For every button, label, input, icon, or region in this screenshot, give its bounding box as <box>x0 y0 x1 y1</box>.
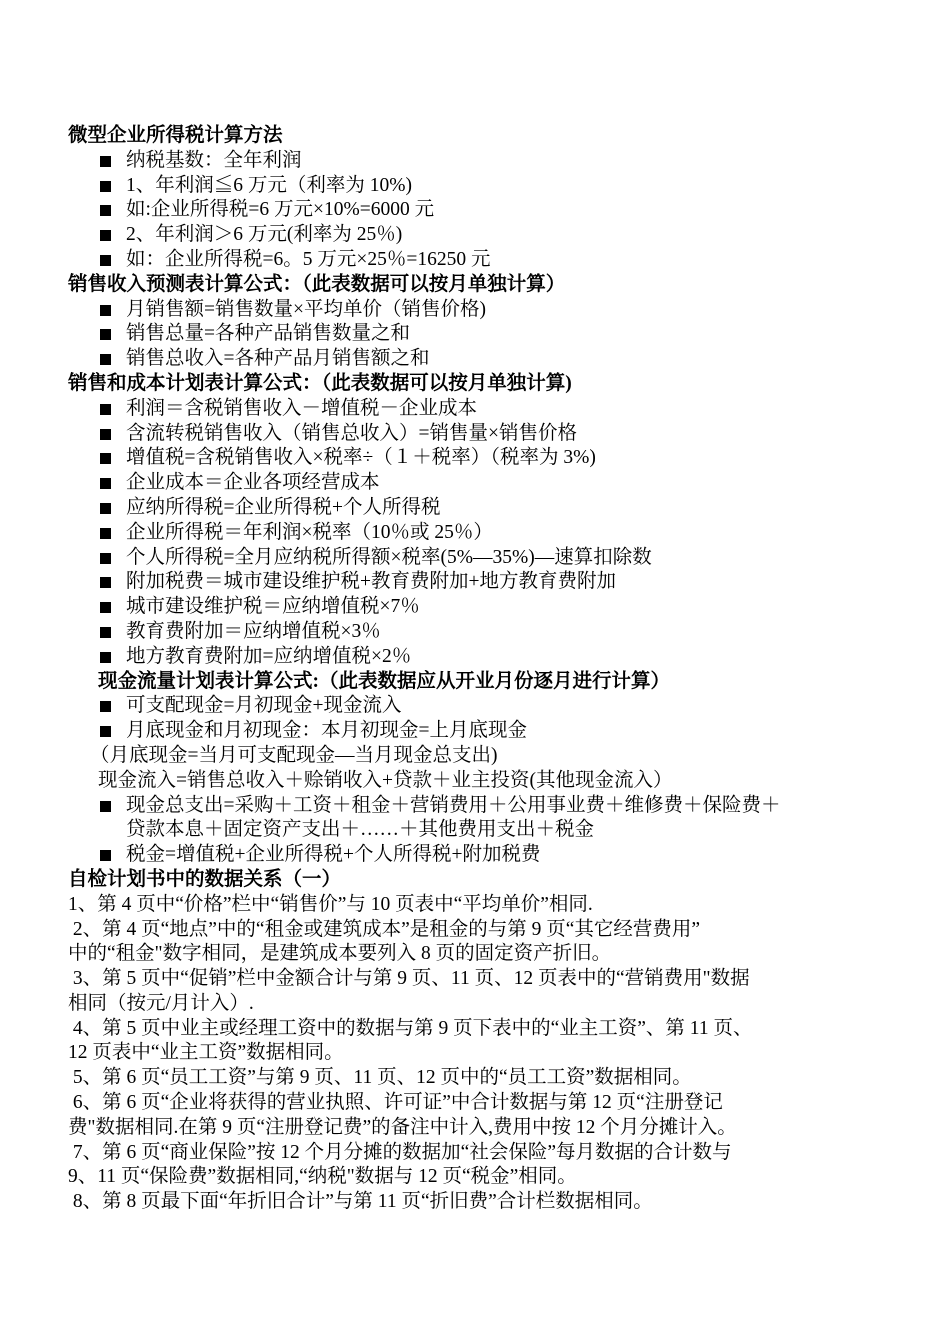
bullet-item: 教育费附加＝应纳增值税×3％ <box>68 620 898 645</box>
bullet-item: 销售总量=各种产品销售数量之和 <box>68 322 898 347</box>
square-bullet-icon <box>100 701 111 712</box>
bullet-item: 月底现金和月初现金：本月初现金=上月底现金 <box>68 719 898 744</box>
square-bullet-icon <box>100 553 111 564</box>
paragraph-line: 7、第 6 页“商业保险”按 12 个月分摊的数据加“社会保险”每月数据的合计数与 <box>68 1141 732 1163</box>
bullet-continuation: 贷款本息＋固定资产支出＋……＋其他费用支出＋税金 <box>126 819 595 841</box>
square-bullet-icon <box>100 503 111 514</box>
note-line: （月底现金=当月可支配现金—当月现金总支出) <box>90 744 498 766</box>
bullet-item: 税金=增值税+企业所得税+个人所得税+附加税费 <box>68 843 898 868</box>
square-bullet-icon <box>100 453 111 464</box>
section-title-sales-forecast: 销售收入预测表计算公式：（此表数据可以按月单独计算） <box>68 273 566 295</box>
section-title-micro-enterprise-tax: 微型企业所得税计算方法 <box>68 125 283 146</box>
bullet-item: 销售总收入=各种产品月销售额之和 <box>68 347 898 372</box>
bullet-item: 附加税费＝城市建设维护税+教育费附加+地方教育费附加 <box>68 570 898 595</box>
paragraph-line: 12 页表中“业主工资”数据相同。 <box>68 1042 344 1064</box>
paragraph-line: 2、第 4 页“地点”中的“租金或建筑成本”是租金的与第 9 页“其它经营费用” <box>68 918 701 940</box>
bullet-item: 2、年利润＞6 万元(利率为 25％) <box>68 223 898 248</box>
note-line: 现金流入=销售总收入＋赊销收入+贷款＋业主投资(其他现金流入） <box>98 769 673 791</box>
square-bullet-icon <box>100 652 111 663</box>
paragraph-line: 中的“租金"数字相同，是建筑成本要列入 8 页的固定资产折旧。 <box>68 943 612 965</box>
paragraph-line: 费"数据相同.在第 9 页“注册登记费”的备注中计入,费用中按 12 个月分摊计入。 <box>68 1116 737 1138</box>
paragraph-line: 5、第 6 页“员工工资”与第 9 页、11 页、12 页中的“员工工资”数据相同。 <box>68 1067 692 1089</box>
paragraph-line: 3、第 5 页中“促销”栏中金额合计与第 9 页、11 页、12 页表中的“营销费用"数据 <box>68 968 750 990</box>
section-title-cash-flow-plan: 现金流量计划表计算公式:（此表数据应从开业月份逐月进行计算） <box>98 670 670 692</box>
square-bullet-icon <box>100 354 111 365</box>
bullet-item: 1、年利润≦6 万元（利率为 10%) <box>68 174 898 199</box>
bullet-item: 如:企业所得税=6 万元×10%=6000 元 <box>68 198 898 223</box>
square-bullet-icon <box>100 850 111 861</box>
bullet-item: 个人所得税=全月应纳税所得额×税率(5%—35%)—速算扣除数 <box>68 546 898 571</box>
square-bullet-icon <box>100 255 111 266</box>
bullet-item: 地方教育费附加=应纳增值税×2％ <box>68 645 898 670</box>
bullet-item: 可支配现金=月初现金+现金流入 <box>68 694 898 719</box>
square-bullet-icon <box>100 528 111 539</box>
bullet-item: 企业成本＝企业各项经营成本 <box>68 471 898 496</box>
square-bullet-icon <box>100 726 111 737</box>
square-bullet-icon <box>100 305 111 316</box>
paragraph-line: 8、第 8 页最下面“年折旧合计”与第 11 页“折旧费”合计栏数据相同。 <box>68 1191 653 1213</box>
square-bullet-icon <box>100 801 111 812</box>
paragraph-line: 9、11 页“保险费”数据相同,“纳税"数据与 12 页“税金”相同。 <box>68 1166 577 1188</box>
square-bullet-icon <box>100 627 111 638</box>
bullet-item: 月销售额=销售数量×平均单价（销售价格) <box>68 298 898 323</box>
bullet-item: 纳税基数：全年利润 <box>68 149 898 174</box>
square-bullet-icon <box>100 181 111 192</box>
section-title-sales-cost-plan: 销售和成本计划表计算公式：（此表数据可以按月单独计算) <box>68 372 572 394</box>
square-bullet-icon <box>100 230 111 241</box>
bullet-item: 企业所得税＝年利润×税率（10％或 25％） <box>68 521 898 546</box>
bullet-item: 如：企业所得税=6。5 万元×25％=16250 元 <box>68 248 898 273</box>
square-bullet-icon <box>100 329 111 340</box>
bullet-item: 含流转税销售收入（销售总收入）=销售量×销售价格 <box>68 422 898 447</box>
section-title-self-check: 自检计划书中的数据关系（一） <box>68 868 342 890</box>
paragraph-line: 4、第 5 页中业主或经理工资中的数据与第 9 页下表中的“业主工资”、第 11 页、 <box>68 1017 753 1039</box>
bullet-item: 利润＝含税销售收入－增值税－企业成本 <box>68 397 898 422</box>
square-bullet-icon <box>100 429 111 440</box>
square-bullet-icon <box>100 205 111 216</box>
paragraph-line: 相同（按元/月计入）. <box>68 992 254 1014</box>
square-bullet-icon <box>100 478 111 489</box>
document-page <box>68 124 898 1215</box>
bullet-item: 增值税=含税销售收入×税率÷（１＋税率）（税率为 3%) <box>68 446 898 471</box>
square-bullet-icon <box>100 577 111 588</box>
square-bullet-icon <box>100 404 111 415</box>
bullet-item: 现金总支出=采购＋工资＋租金＋营销费用＋公用事业费＋维修费＋保险费＋ <box>68 794 898 819</box>
bullet-item: 城市建设维护税＝应纳增值税×7％ <box>68 595 898 620</box>
paragraph-line: 1、第 4 页中“价格”栏中“销售价”与 10 页表中“平均单价”相同. <box>68 893 593 915</box>
square-bullet-icon <box>100 602 111 613</box>
paragraph-line: 6、第 6 页“企业将获得的营业执照、许可证”中合计数据与第 12 页“注册登记 <box>68 1092 723 1114</box>
bullet-item: 应纳所得税=企业所得税+个人所得税 <box>68 496 898 521</box>
square-bullet-icon <box>100 156 111 167</box>
